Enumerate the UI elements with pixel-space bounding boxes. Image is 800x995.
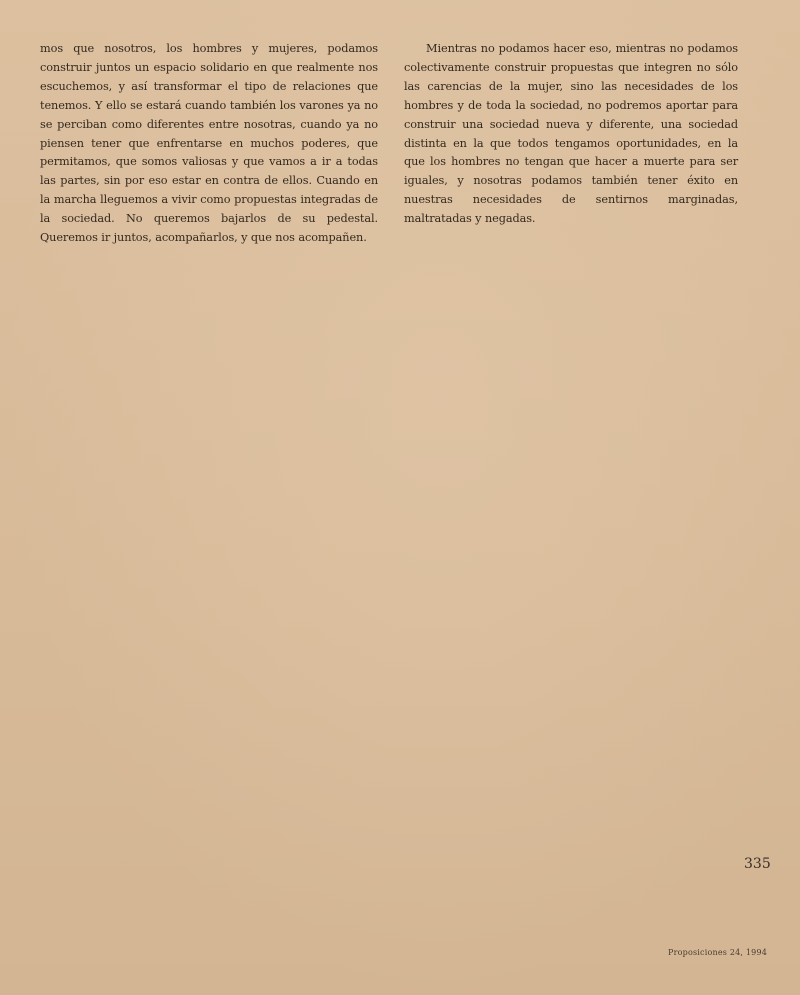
- left-column-paragraph: mos que nosotros, los hombres y mujeres, podamos construir juntos un espacio solidario en que realmente nos escuchemos, y así transformar el tipo de relaciones que tenemos. Y ello se estará cuando también los varones ya no se perciban como diferentes entre nosotras, cuando ya no piensen tener que enfrentarse en muchos poderes, que permitamos, que somos valiosas y que vamos a ir a todas las partes, sin por eso estar en contra de ellos. Cuando en la marcha lleguemos a vivir como propuestas integradas de la sociedad. No queremos bajarlos de su pedestal. Queremos ir juntos, acompañarlos, y que nos acompañen.: [40, 42, 378, 245]
- footer-source-citation: Proposiciones 24, 1994: [668, 948, 768, 957]
- right-text-column: [404, 40, 738, 229]
- page-number: 335: [744, 856, 771, 872]
- right-column-paragraph: Mientras no podamos hacer eso, mientras no podamos colectivamente construir propuestas que integren no sólo las carencias de la mujer, sino las necesidades de los hombres y de toda la sociedad, no podremos aportar para construir una sociedad nueva y diferente, una sociedad distinta en la que todos tengamos oportunidades, en la que los hombres no tengan que hacer a muerte para ser iguales, y nosotras podamos también tener éxito en nuestras necesidades de sentirnos marginadas, maltratadas y negadas.: [404, 42, 738, 226]
- left-text-column: [40, 40, 378, 248]
